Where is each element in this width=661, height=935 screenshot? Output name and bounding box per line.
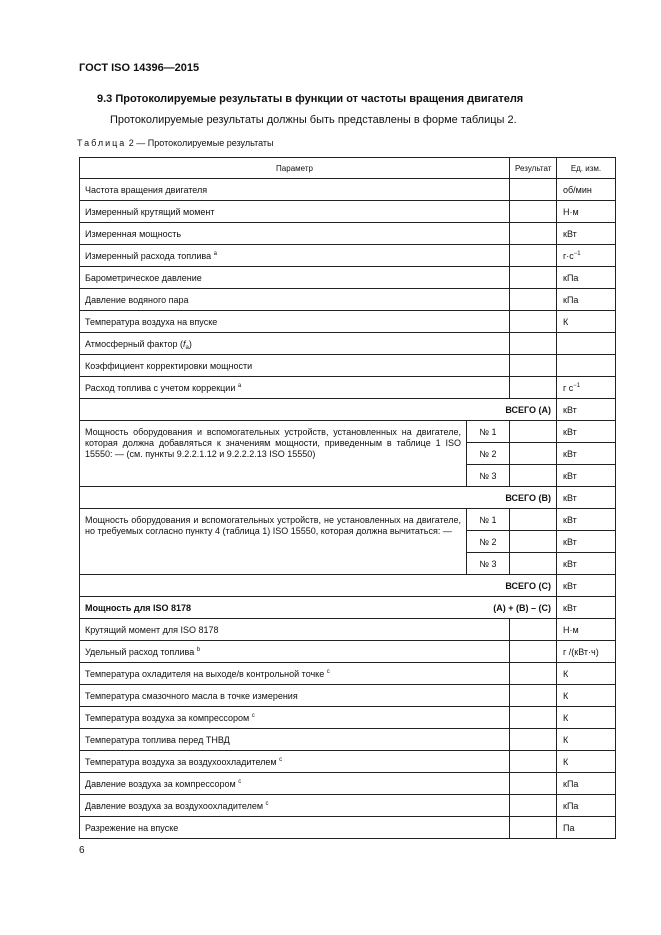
footnote-mark: a <box>237 382 242 389</box>
block-c-row <box>80 509 616 531</box>
param-name: Удельный расход топлива <box>85 646 195 657</box>
param-cell <box>80 663 510 685</box>
unit-cell: кВт <box>557 443 616 465</box>
result-cell <box>510 311 557 333</box>
total-label: ВСЕГО (В) <box>80 487 557 509</box>
result-cell <box>510 267 557 289</box>
block-b-row <box>80 421 616 443</box>
param-cell <box>80 795 510 817</box>
param-cell <box>80 685 510 707</box>
table-header-row <box>80 158 616 179</box>
param-name: Температура охладителя на выходе/в контрольной точке <box>85 668 325 679</box>
param-cell <box>80 751 510 773</box>
unit-cell: кПа <box>557 773 616 795</box>
unit-cell <box>557 377 616 399</box>
result-cell <box>510 201 557 223</box>
param-variable: f <box>182 338 186 349</box>
result-cell <box>510 355 557 377</box>
param-name: Измеренный крутящий момент <box>85 206 215 217</box>
section-intro: Протоколируемые результаты должны быть представлены в форме таблицы 2. <box>110 114 517 126</box>
param-name: Давление воздуха за компрессором <box>85 778 236 789</box>
unit-cell: К <box>557 311 616 333</box>
param-name: Температура воздуха за воздухоохладителем <box>85 756 277 767</box>
param-name: Атмосферный фактор ( <box>85 338 183 349</box>
footnote-mark: c <box>251 712 255 719</box>
unit-cell: кВт <box>557 509 616 531</box>
unit-cell: Н·м <box>557 201 616 223</box>
param-name: Температура топлива перед ТНВД <box>85 734 230 745</box>
caption-word: Таблица <box>77 138 127 148</box>
table-row <box>80 663 616 685</box>
param-cell <box>80 729 510 751</box>
unit-cell: К <box>557 685 616 707</box>
section-heading: 9.3 Протоколируемые результаты в функции от частоты вращения двигателя <box>97 93 524 105</box>
footnote-mark: c <box>326 668 330 675</box>
param-name: Частота вращения двигателя <box>85 184 208 195</box>
result-cell <box>510 619 557 641</box>
unit-cell: кВт <box>557 487 616 509</box>
param-name: Температура смазочного масла в точке измерения <box>85 690 298 701</box>
param-name: Барометрическое давление <box>85 272 202 283</box>
result-cell <box>510 377 557 399</box>
footnote-mark: c <box>238 778 242 785</box>
param-cell <box>80 333 510 355</box>
result-cell <box>510 795 557 817</box>
result-cell <box>510 663 557 685</box>
result-cell <box>510 817 557 839</box>
unit-cell <box>557 245 616 267</box>
unit-cell: г /(кВт·ч) <box>557 641 616 663</box>
unit-cell: К <box>557 707 616 729</box>
caption-rest: 2 — Протоколируемые результаты <box>126 138 274 148</box>
result-cell <box>510 641 557 663</box>
result-cell <box>510 751 557 773</box>
param-cell <box>80 817 510 839</box>
standard-header: ГОСТ ISO 14396—2015 <box>79 62 200 74</box>
table-row <box>80 685 616 707</box>
page-number: 6 <box>79 845 85 856</box>
param-cell <box>80 641 510 663</box>
power-iso-label: Мощность для ISO 8178 <box>85 602 192 613</box>
param-name: Давление водяного пара <box>85 294 189 305</box>
unit-text: г с <box>563 382 574 393</box>
total-row-b <box>80 487 616 509</box>
table-row <box>80 179 616 201</box>
param-subscript: a <box>185 344 189 351</box>
table-row <box>80 333 616 355</box>
result-cell <box>510 289 557 311</box>
table-row <box>80 377 616 399</box>
result-cell <box>510 421 557 443</box>
result-cell <box>510 685 557 707</box>
table-row <box>80 311 616 333</box>
param-cell <box>80 179 510 201</box>
result-cell <box>510 245 557 267</box>
header-unit: Ед. изм. <box>557 158 616 179</box>
table-row <box>80 201 616 223</box>
param-cell <box>80 355 510 377</box>
param-cell <box>80 773 510 795</box>
result-cell <box>510 465 557 487</box>
table-row <box>80 245 616 267</box>
table-caption <box>77 138 274 148</box>
param-cell <box>80 377 510 399</box>
unit-cell: К <box>557 751 616 773</box>
unit-cell: кВт <box>557 421 616 443</box>
unit-cell: кПа <box>557 267 616 289</box>
result-cell <box>510 773 557 795</box>
unit-cell: об/мин <box>557 179 616 201</box>
total-label: ВСЕГО (С) <box>80 575 557 597</box>
block-b-text: Мощность оборудования и вспомогательных устройств, установленных на двигателе, которая должна добавляться к значениям мощности, приведенным в таблице 1 ISO 15550: — (см. пункты 9.2.2.1.12 и 9.2.2.2.13 ISO 15550) <box>80 421 467 487</box>
unit-text: г·с <box>563 250 574 261</box>
param-cell <box>80 707 510 729</box>
result-cell <box>510 531 557 553</box>
footnote-mark: b <box>196 646 201 653</box>
table-row <box>80 707 616 729</box>
table-row <box>80 619 616 641</box>
unit-cell: кВт <box>557 465 616 487</box>
unit-cell: кВт <box>557 597 616 619</box>
param-name-end: ) <box>188 338 192 349</box>
result-cell <box>510 179 557 201</box>
unit-cell: кВт <box>557 223 616 245</box>
block-c-text: Мощность оборудования и вспомогательных устройств, не установленных на двигателе, но требуемых согласно пункту 4 (таблица 1) ISO 15550, которая должна вычитаться: — <box>80 509 467 575</box>
param-cell <box>80 223 510 245</box>
unit-cell: кВт <box>557 399 616 421</box>
unit-cell <box>557 355 616 377</box>
unit-cell: кПа <box>557 795 616 817</box>
result-cell <box>510 729 557 751</box>
table-row <box>80 355 616 377</box>
item-label: № 2 <box>467 531 510 553</box>
result-cell <box>510 333 557 355</box>
param-cell <box>80 311 510 333</box>
param-cell <box>80 289 510 311</box>
item-label: № 3 <box>467 553 510 575</box>
power-iso-row <box>80 597 616 619</box>
unit-cell: К <box>557 729 616 751</box>
footnote-mark: c <box>265 800 269 807</box>
param-name: Коэффициент корректировки мощности <box>85 360 253 371</box>
item-label: № 3 <box>467 465 510 487</box>
result-cell <box>510 707 557 729</box>
results-table <box>79 157 616 839</box>
total-label: ВСЕГО (А) <box>80 399 557 421</box>
unit-cell: кВт <box>557 575 616 597</box>
table-row <box>80 795 616 817</box>
item-label: № 1 <box>467 421 510 443</box>
table-row <box>80 817 616 839</box>
header-param: Параметр <box>80 158 510 179</box>
unit-cell: кПа <box>557 289 616 311</box>
result-cell <box>510 223 557 245</box>
result-cell <box>510 443 557 465</box>
header-result: Результат <box>510 158 557 179</box>
param-cell <box>80 245 510 267</box>
param-name: Разрежение на впуске <box>85 822 179 833</box>
table-row <box>80 289 616 311</box>
unit-cell: К <box>557 663 616 685</box>
unit-cell: Па <box>557 817 616 839</box>
unit-cell: Н·м <box>557 619 616 641</box>
param-name: Температура воздуха за компрессором <box>85 712 250 723</box>
unit-exponent: −1 <box>573 382 581 389</box>
param-name: Измеренная мощность <box>85 228 182 239</box>
footnote-mark: a <box>213 250 217 257</box>
table-row <box>80 729 616 751</box>
unit-exponent: −1 <box>573 250 581 257</box>
item-label: № 2 <box>467 443 510 465</box>
table-row <box>80 267 616 289</box>
param-name: Давление воздуха за воздухоохладителем <box>85 800 264 811</box>
table-row <box>80 641 616 663</box>
table-row <box>80 751 616 773</box>
param-name: Крутящий момент для ISO 8178 <box>85 624 219 635</box>
result-cell <box>510 509 557 531</box>
param-cell <box>80 201 510 223</box>
footnote-mark: c <box>279 756 283 763</box>
param-name: Расход топлива с учетом коррекции <box>85 382 236 393</box>
result-cell <box>510 553 557 575</box>
unit-cell <box>557 333 616 355</box>
total-row-a <box>80 399 616 421</box>
param-name: Температура воздуха на впуске <box>85 316 218 327</box>
param-cell <box>80 619 510 641</box>
param-cell <box>80 267 510 289</box>
item-label: № 1 <box>467 509 510 531</box>
table-row <box>80 223 616 245</box>
total-row-c <box>80 575 616 597</box>
table-row <box>80 773 616 795</box>
power-iso-formula: (А) + (В) – (С) <box>493 602 551 613</box>
unit-cell: кВт <box>557 531 616 553</box>
power-iso-cell <box>80 597 557 619</box>
param-name: Измеренный расхода топлива <box>85 250 212 261</box>
unit-cell: кВт <box>557 553 616 575</box>
